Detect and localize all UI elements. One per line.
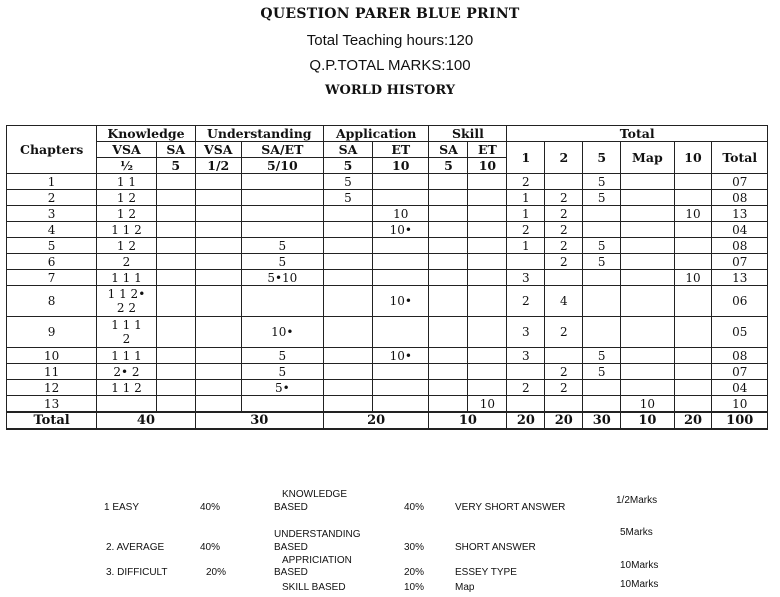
- cell-t10: [674, 222, 712, 238]
- totals-1: 20: [507, 412, 545, 429]
- cell-a-et: 10•: [373, 222, 429, 238]
- cell-s-et: [468, 206, 507, 222]
- cell-a-sa: [323, 286, 372, 317]
- total-marks: Q.P.TOTAL MARKS:100: [309, 57, 471, 74]
- header-chapters: Chapters: [7, 126, 97, 174]
- cell-u-vsa: [195, 190, 241, 206]
- cell-t2: 2: [545, 222, 583, 238]
- cell-s-et: [468, 190, 507, 206]
- cell-u-sa: 5: [241, 364, 323, 380]
- cell-k-vsa: [97, 286, 156, 317]
- cell-k-vsa: 1 1 2: [97, 380, 156, 396]
- cell-a-et: [373, 254, 429, 270]
- cell-k-sa: [156, 222, 195, 238]
- cell-a-sa: [323, 380, 372, 396]
- cell-a-sa: 5: [323, 174, 372, 190]
- marks-knowledge-vsa: ½: [97, 158, 156, 174]
- cell-a-sa: 5: [323, 190, 372, 206]
- cell-k-vsa: [97, 317, 156, 348]
- cell-tmap: [621, 190, 674, 206]
- cell-k-sa: [156, 348, 195, 364]
- header-skill: Skill: [429, 126, 507, 142]
- header-total-group: Total: [507, 126, 768, 142]
- cell-tmap: 10: [621, 396, 674, 413]
- legend-vsa: VERY SHORT ANSWER: [455, 502, 566, 513]
- cell-k-vsa-line2: 2 2: [116, 301, 137, 315]
- cell-t1: 3: [507, 270, 545, 286]
- header-total-map: Map: [621, 142, 674, 174]
- table-row: [7, 222, 768, 238]
- cell-k-sa: [156, 238, 195, 254]
- cell-k-sa: [156, 380, 195, 396]
- cell-tmap: [621, 380, 674, 396]
- cell-t5: 5: [583, 254, 621, 270]
- cell-u-vsa: [195, 254, 241, 270]
- cell-tmap: [621, 238, 674, 254]
- subject-title: WORLD HISTORY: [324, 83, 456, 98]
- cell-ch: 7: [7, 270, 97, 286]
- cell-s-sa: [429, 396, 468, 413]
- cell-tmap: [621, 222, 674, 238]
- cell-s-sa: [429, 254, 468, 270]
- totals-row: [7, 412, 768, 429]
- cell-u-sa: 5: [241, 254, 323, 270]
- sub-application-et: ET: [373, 142, 429, 158]
- cell-u-sa: 5•10: [241, 270, 323, 286]
- table-row: [7, 206, 768, 222]
- marks-knowledge-sa: 5: [156, 158, 195, 174]
- totals-5: 30: [583, 412, 621, 429]
- cell-k-vsa: [97, 396, 156, 413]
- cell-ch: 12: [7, 380, 97, 396]
- header-understanding: Understanding: [195, 126, 323, 142]
- cell-k-vsa: 2: [97, 254, 156, 270]
- totals-10: 20: [674, 412, 712, 429]
- cell-u-vsa: [195, 238, 241, 254]
- cell-tmap: [621, 270, 674, 286]
- cell-k-vsa: 1 1 1: [97, 348, 156, 364]
- cell-t2: 2: [545, 364, 583, 380]
- cell-t5: 5: [583, 190, 621, 206]
- totals-2: 20: [545, 412, 583, 429]
- cell-s-et: [468, 222, 507, 238]
- cell-t1: 1: [507, 238, 545, 254]
- totals-map: 10: [621, 412, 674, 429]
- marks-understanding-vsa: 1/2: [195, 158, 241, 174]
- cell-a-et: 10•: [373, 286, 429, 317]
- cell-tmap: [621, 206, 674, 222]
- cell-a-et: 10: [373, 206, 429, 222]
- cell-u-sa: [241, 174, 323, 190]
- sub-knowledge-vsa: VSA: [97, 142, 156, 158]
- cell-s-et: [468, 364, 507, 380]
- cell-k-sa: [156, 286, 195, 317]
- header-total-5: 5: [583, 142, 621, 174]
- sub-understanding-sa-et: SA/ET: [241, 142, 323, 158]
- cell-t2: [545, 174, 583, 190]
- cell-a-et: [373, 364, 429, 380]
- marks-skill-sa: 5: [429, 158, 468, 174]
- cell-k-vsa: 2• 2: [97, 364, 156, 380]
- cell-s-sa: [429, 190, 468, 206]
- cell-ch: 11: [7, 364, 97, 380]
- header-knowledge: Knowledge: [97, 126, 195, 142]
- marks-skill-et: 10: [468, 158, 507, 174]
- cell-total: 07: [712, 254, 768, 270]
- cell-s-sa: [429, 206, 468, 222]
- cell-s-sa: [429, 317, 468, 348]
- cell-t5: [583, 396, 621, 413]
- sub-understanding-vsa: VSA: [195, 142, 241, 158]
- cell-t1: 1: [507, 206, 545, 222]
- cell-k-vsa: 1 2: [97, 238, 156, 254]
- legend-knowledge-1: KNOWLEDGE: [282, 489, 348, 500]
- cell-t1: [507, 396, 545, 413]
- marks-application-sa: 5: [323, 158, 372, 174]
- cell-t1: 2: [507, 286, 545, 317]
- cell-a-et: [373, 396, 429, 413]
- cell-t1: 3: [507, 317, 545, 348]
- cell-k-sa: [156, 174, 195, 190]
- legend-et: ESSEY TYPE: [455, 567, 517, 578]
- cell-t1: 2: [507, 222, 545, 238]
- cell-t10: [674, 190, 712, 206]
- cell-k-sa: [156, 317, 195, 348]
- cell-u-sa: [241, 286, 323, 317]
- cell-a-sa: [323, 238, 372, 254]
- cell-a-sa: [323, 270, 372, 286]
- cell-s-sa: [429, 270, 468, 286]
- cell-total: 08: [712, 238, 768, 254]
- cell-a-et: [373, 270, 429, 286]
- sub-application-sa: SA: [323, 142, 372, 158]
- header-application: Application: [323, 126, 429, 142]
- header-total-1: 1: [507, 142, 545, 174]
- cell-t1: 3: [507, 348, 545, 364]
- legend-easy-pct: 40%: [200, 502, 221, 513]
- cell-a-et: [373, 238, 429, 254]
- cell-ch: 13: [7, 396, 97, 413]
- cell-a-sa: [323, 254, 372, 270]
- legend-easy-label: 1 EASY: [104, 502, 140, 513]
- table-row: [7, 174, 768, 190]
- cell-total: 08: [712, 348, 768, 364]
- cell-total: 04: [712, 222, 768, 238]
- legend-knowledge-pct: 40%: [404, 502, 425, 513]
- cell-ch: 1: [7, 174, 97, 190]
- cell-ch: 9: [7, 317, 97, 348]
- cell-k-sa: [156, 396, 195, 413]
- cell-k-vsa: 1 2: [97, 206, 156, 222]
- cell-k-sa: [156, 190, 195, 206]
- cell-k-vsa-line1: 1 1 1: [111, 318, 142, 332]
- cell-t1: [507, 254, 545, 270]
- cell-t2: 2: [545, 238, 583, 254]
- cell-t5: [583, 222, 621, 238]
- cell-t2: 4: [545, 286, 583, 317]
- cell-tmap: [621, 364, 674, 380]
- cell-t10: [674, 254, 712, 270]
- cell-t10: [674, 238, 712, 254]
- cell-total: 13: [712, 270, 768, 286]
- cell-ch: 2: [7, 190, 97, 206]
- legend-understanding-1: UNDERSTANDING: [274, 529, 361, 540]
- cell-t10: [674, 396, 712, 413]
- cell-s-et: [468, 270, 507, 286]
- cell-t10: [674, 174, 712, 190]
- cell-t10: [674, 364, 712, 380]
- cell-total: 07: [712, 174, 768, 190]
- cell-tmap: [621, 286, 674, 317]
- cell-u-vsa: [195, 380, 241, 396]
- legend-understanding-2: BASED: [274, 542, 308, 553]
- cell-k-sa: [156, 206, 195, 222]
- legend-knowledge-2: BASED: [274, 502, 308, 513]
- document-title: QUESTION PARER BLUE PRINT: [260, 6, 520, 22]
- cell-s-et: 10: [468, 396, 507, 413]
- legend-application-1: APPRICIATION: [282, 555, 352, 566]
- cell-a-et: 10•: [373, 348, 429, 364]
- cell-u-vsa: [195, 206, 241, 222]
- cell-t5: 5: [583, 238, 621, 254]
- cell-s-sa: [429, 174, 468, 190]
- cell-t2: 2: [545, 380, 583, 396]
- cell-u-sa: 5: [241, 348, 323, 364]
- totals-label: Total: [7, 412, 97, 429]
- cell-t10: [674, 348, 712, 364]
- cell-a-sa: [323, 206, 372, 222]
- table-row: [7, 238, 768, 254]
- cell-k-vsa-line2: 2: [122, 332, 131, 346]
- cell-u-vsa: [195, 396, 241, 413]
- cell-t10: [674, 317, 712, 348]
- cell-ch: 8: [7, 286, 97, 317]
- cell-u-sa: 5: [241, 238, 323, 254]
- cell-t10: [674, 380, 712, 396]
- legend-skill-pct: 10%: [404, 582, 425, 593]
- sub-skill-sa: SA: [429, 142, 468, 158]
- cell-s-sa: [429, 238, 468, 254]
- cell-t1: [507, 364, 545, 380]
- cell-t1: 2: [507, 174, 545, 190]
- table-row: [7, 254, 768, 270]
- table-row: [7, 364, 768, 380]
- cell-t10: 10: [674, 270, 712, 286]
- table-row: [7, 380, 768, 396]
- cell-a-sa: [323, 348, 372, 364]
- legend-sa: SHORT ANSWER: [455, 542, 536, 553]
- sub-skill-et: ET: [468, 142, 507, 158]
- cell-t2: 2: [545, 206, 583, 222]
- legend-application-pct: 20%: [404, 567, 425, 578]
- cell-k-vsa: 1 1: [97, 174, 156, 190]
- cell-s-sa: [429, 222, 468, 238]
- cell-ch: 6: [7, 254, 97, 270]
- cell-u-vsa: [195, 174, 241, 190]
- cell-ch: 5: [7, 238, 97, 254]
- legend-average-pct: 40%: [200, 542, 221, 553]
- cell-total: 06: [712, 286, 768, 317]
- legend-understanding-pct: 30%: [404, 542, 425, 553]
- table-row: [7, 190, 768, 206]
- cell-s-et: [468, 348, 507, 364]
- cell-s-sa: [429, 364, 468, 380]
- cell-s-sa: [429, 348, 468, 364]
- cell-t10: 10: [674, 206, 712, 222]
- cell-a-sa: [323, 317, 372, 348]
- cell-u-vsa: [195, 317, 241, 348]
- cell-u-vsa: [195, 348, 241, 364]
- cell-t10: [674, 286, 712, 317]
- legend-skill: SKILL BASED: [282, 582, 346, 593]
- cell-k-sa: [156, 270, 195, 286]
- cell-t2: 2: [545, 190, 583, 206]
- header-total-10: 10: [674, 142, 712, 174]
- cell-tmap: [621, 254, 674, 270]
- cell-t5: 5: [583, 348, 621, 364]
- cell-u-sa: 10•: [241, 317, 323, 348]
- cell-total: 10: [712, 396, 768, 413]
- cell-a-sa: [323, 396, 372, 413]
- cell-u-vsa: [195, 364, 241, 380]
- cell-u-sa: 5•: [241, 380, 323, 396]
- totals-total: 100: [712, 412, 768, 429]
- cell-k-sa: [156, 364, 195, 380]
- table-row: [7, 270, 768, 286]
- cell-a-sa: [323, 222, 372, 238]
- teaching-hours: Total Teaching hours:120: [306, 32, 474, 49]
- legend-difficult-label: 3. DIFFICULT: [106, 567, 168, 578]
- legend-sa-marks: 5Marks: [620, 527, 653, 538]
- table-row: [7, 317, 768, 348]
- cell-ch: 10: [7, 348, 97, 364]
- blueprint-table: [6, 125, 768, 430]
- cell-a-et: [373, 380, 429, 396]
- cell-k-vsa-line1: 1 1 2•: [107, 287, 146, 301]
- cell-t1: 1: [507, 190, 545, 206]
- cell-total: 05: [712, 317, 768, 348]
- cell-t5: 5: [583, 364, 621, 380]
- cell-u-sa: [241, 206, 323, 222]
- legend-difficult-pct: 20%: [206, 567, 227, 578]
- cell-t5: [583, 206, 621, 222]
- table-row: [7, 286, 768, 317]
- cell-total: 04: [712, 380, 768, 396]
- cell-t2: 2: [545, 317, 583, 348]
- cell-t5: [583, 270, 621, 286]
- cell-k-vsa: 1 1 2: [97, 222, 156, 238]
- cell-u-vsa: [195, 222, 241, 238]
- totals-application: 20: [323, 412, 429, 429]
- cell-t5: 5: [583, 174, 621, 190]
- cell-k-vsa: 1 2: [97, 190, 156, 206]
- cell-s-et: [468, 174, 507, 190]
- cell-tmap: [621, 317, 674, 348]
- table-row: [7, 396, 768, 413]
- cell-u-sa: [241, 222, 323, 238]
- legend-map-marks: 10Marks: [620, 579, 659, 590]
- cell-a-et: [373, 174, 429, 190]
- cell-a-sa: [323, 364, 372, 380]
- cell-t1: 2: [507, 380, 545, 396]
- cell-t5: [583, 286, 621, 317]
- sub-knowledge-sa: SA: [156, 142, 195, 158]
- legend-map: Map: [455, 582, 475, 593]
- cell-t2: 2: [545, 254, 583, 270]
- cell-u-vsa: [195, 286, 241, 317]
- cell-s-sa: [429, 380, 468, 396]
- legend-et-marks: 10Marks: [620, 560, 659, 571]
- header-total-total: Total: [712, 142, 768, 174]
- table-row: [7, 348, 768, 364]
- totals-knowledge: 40: [97, 412, 195, 429]
- cell-k-sa: [156, 254, 195, 270]
- cell-ch: 3: [7, 206, 97, 222]
- cell-u-vsa: [195, 270, 241, 286]
- legend-vsa-marks: 1/2Marks: [616, 495, 658, 506]
- legend-application-2: BASED: [274, 567, 308, 578]
- cell-total: 07: [712, 364, 768, 380]
- totals-understanding: 30: [195, 412, 323, 429]
- cell-total: 08: [712, 190, 768, 206]
- cell-t5: [583, 380, 621, 396]
- cell-k-vsa: 1 1 1: [97, 270, 156, 286]
- cell-total: 13: [712, 206, 768, 222]
- cell-ch: 4: [7, 222, 97, 238]
- cell-tmap: [621, 174, 674, 190]
- cell-a-et: [373, 317, 429, 348]
- marks-application-et: 10: [373, 158, 429, 174]
- cell-t5: [583, 317, 621, 348]
- cell-s-et: [468, 238, 507, 254]
- cell-a-et: [373, 190, 429, 206]
- cell-s-sa: [429, 286, 468, 317]
- header-total-2: 2: [545, 142, 583, 174]
- cell-t2: [545, 396, 583, 413]
- cell-u-sa: [241, 396, 323, 413]
- cell-t2: [545, 348, 583, 364]
- cell-u-sa: [241, 190, 323, 206]
- cell-s-et: [468, 254, 507, 270]
- marks-understanding-sa-et: 5/10: [241, 158, 323, 174]
- cell-s-et: [468, 380, 507, 396]
- cell-s-et: [468, 286, 507, 317]
- cell-s-et: [468, 317, 507, 348]
- cell-tmap: [621, 348, 674, 364]
- totals-skill: 10: [429, 412, 507, 429]
- cell-t2: [545, 270, 583, 286]
- legend-average-label: 2. AVERAGE: [106, 542, 165, 553]
